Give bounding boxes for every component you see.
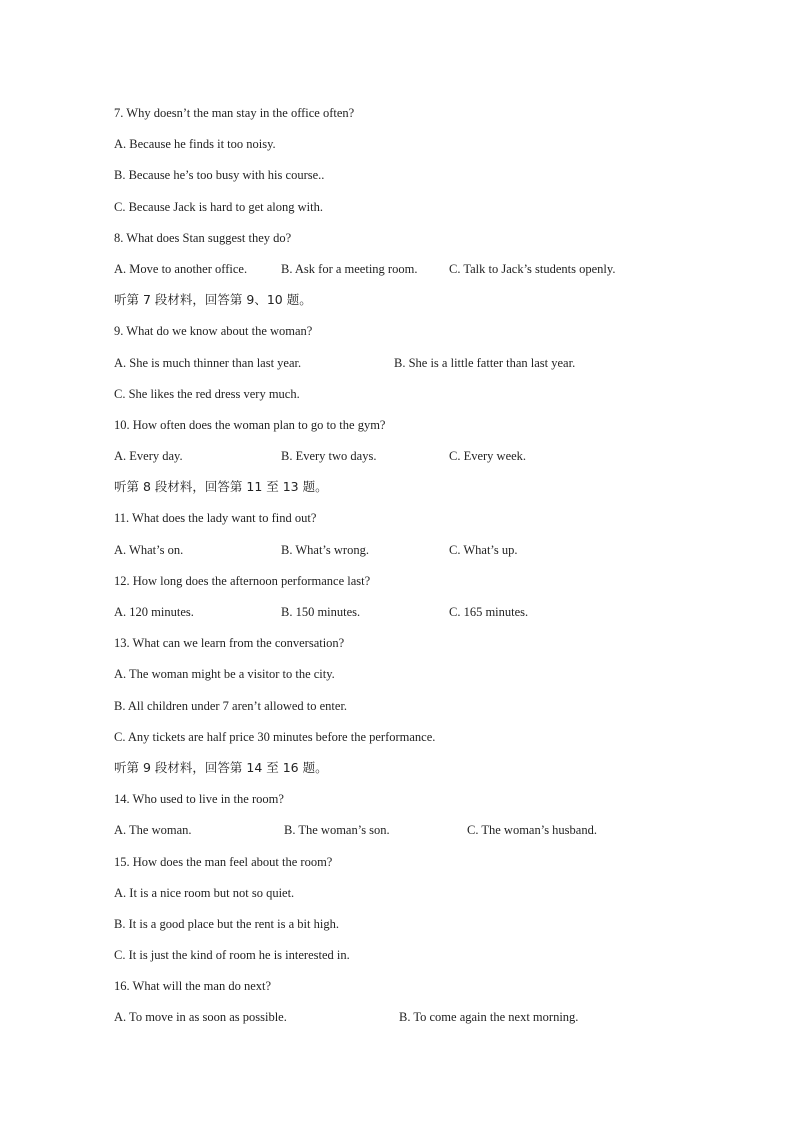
option-12a: A. 120 minutes. (114, 605, 194, 619)
options-8 (114, 259, 734, 290)
option-9a: A. She is much thinner than last year. (114, 355, 302, 370)
option-8c: C. Talk to Jack’s students openly. (449, 261, 616, 276)
option-15b: B. It is a good place but the rent is a bit high. (114, 916, 339, 931)
option-15a: A. It is a nice room but not so quiet. (114, 885, 295, 900)
option-14c: C. The woman’s husband. (467, 823, 597, 838)
options-14 (114, 820, 734, 851)
option-8b: B. Ask for a meeting room. (281, 261, 418, 276)
question-10: 10. How often does the woman plan to go to the gym? (114, 417, 386, 432)
options-16 (114, 1007, 734, 1038)
option-16b: B. To come again the next morning. (399, 1010, 579, 1025)
option-8a: A. Move to another office. (114, 261, 248, 276)
option-7b: B. Because he’s too busy with his course.. (114, 168, 325, 183)
option-7a: A. Because he finds it too noisy. (114, 137, 276, 152)
question-13: 13. What can we learn from the conversation? (114, 636, 345, 651)
option-11b: B. What’s wrong. (281, 542, 369, 557)
section-heading-7: 听第 7 段材料，回答第 9、10 题。 (114, 292, 312, 308)
question-14: 14. Who used to live in the room? (114, 792, 284, 807)
section-heading-9: 听第 9 段材料，回答第 14 至 16 题。 (114, 759, 328, 775)
question-16: 16. What will the man do next? (114, 979, 272, 994)
option-10a: A. Every day. (114, 449, 183, 464)
option-9b: B. She is a little fatter than last year. (394, 355, 576, 370)
option-10c: C. Every week. (449, 449, 527, 464)
option-13b: B. All children under 7 aren’t allowed to enter. (114, 698, 348, 713)
question-12: 12. How long does the afternoon performance last? (114, 573, 371, 588)
option-14a: A. The woman. (114, 823, 192, 838)
option-11a: A. What’s on. (114, 542, 184, 557)
section-heading-8: 听第 8 段材料，回答第 11 至 13 题。 (114, 479, 328, 495)
options-9 (114, 353, 734, 384)
options-12 (114, 602, 734, 633)
option-7c: C. Because Jack is hard to get along with. (114, 199, 323, 214)
option-12b: B. 150 minutes. (281, 605, 361, 619)
question-15: 15. How does the man feel about the room? (114, 854, 333, 869)
options-10 (114, 446, 734, 477)
question-8: 8. What does Stan suggest they do? (114, 230, 292, 245)
option-12c: C. 165 minutes. (449, 605, 529, 619)
question-7: 7. Why doesn’t the man stay in the office often? (114, 106, 355, 120)
option-9c: C. She likes the red dress very much. (114, 386, 300, 401)
option-11c: C. What’s up. (449, 542, 518, 557)
options-11 (114, 540, 734, 571)
question-9: 9. What do we know about the woman? (114, 324, 313, 339)
option-16a: A. To move in as soon as possible. (114, 1010, 287, 1025)
option-13c: C. Any tickets are half price 30 minutes before the performance. (114, 729, 436, 744)
question-11: 11. What does the lady want to find out? (114, 511, 317, 526)
option-13a: A. The woman might be a visitor to the city. (114, 667, 335, 682)
option-15c: C. It is just the kind of room he is interested in. (114, 948, 350, 963)
option-10b: B. Every two days. (281, 449, 377, 464)
question-list (114, 103, 734, 1039)
option-14b: B. The woman’s son. (284, 823, 390, 838)
